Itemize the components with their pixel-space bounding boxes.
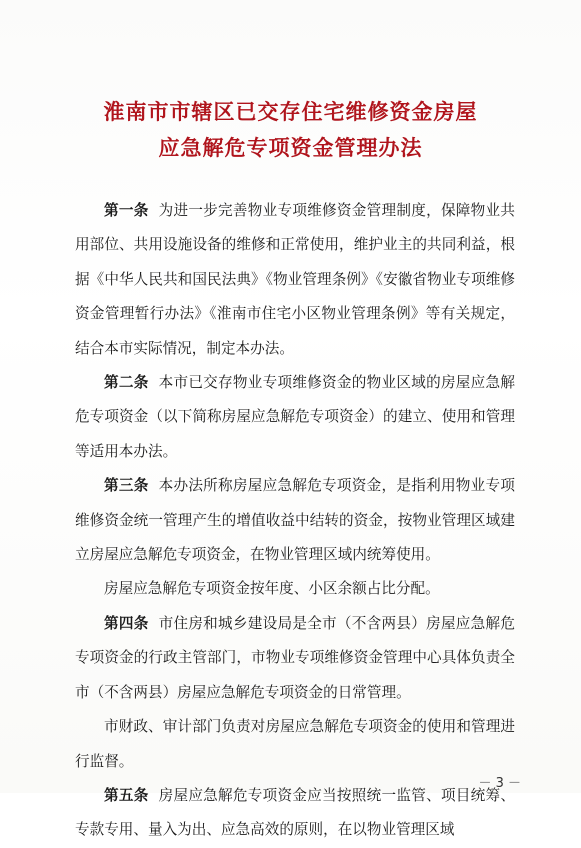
paragraph-text: 为进一步完善物业专项维修资金管理制度，保障物业共用部位、共用设施设备的维修和正常使用，维护业主的共同利益，根据《中华人民共和国民法典》《物业管理条例》《安徽省物业专项维修资金管理暂行办法》《淮南市住宅小区物业管理条例》等有关规定，结合本市实际情况，制定本办法。 bbox=[75, 202, 515, 357]
article-label: 第四条 bbox=[104, 614, 149, 632]
page-number: － 3 － bbox=[478, 776, 521, 791]
paragraph-article-3-cont bbox=[75, 572, 515, 606]
paragraph-article-1 bbox=[75, 194, 515, 366]
article-label: 第三条 bbox=[104, 477, 149, 495]
document-body bbox=[75, 194, 515, 848]
paragraph-text: 房屋应急解危专项资金应当按照统一监管、项目统筹、专款专用、量入为出、应急高效的原则，在以物业管理区域 bbox=[75, 786, 515, 839]
paragraph-text: 市住房和城乡建设局是全市（不含两县）房屋应急解危专项资金的行政主管部门，市物业专项维修资金管理中心具体负责全市（不含两县）房屋应急解危专项资金的日常管理。 bbox=[75, 614, 515, 701]
article-label: 第二条 bbox=[104, 374, 149, 392]
paragraph-article-2 bbox=[75, 366, 515, 469]
paragraph-text: 本办法所称房屋应急解危专项资金，是指利用物业专项维修资金统一管理产生的增值收益中结转的资金，按物业管理区域建立房屋应急解危专项资金，在物业管理区域内统筹使用。 bbox=[75, 477, 515, 564]
paragraph-article-5 bbox=[75, 779, 515, 848]
paragraph-article-3 bbox=[75, 469, 515, 572]
article-label: 第五条 bbox=[104, 786, 149, 804]
paragraph-text: 房屋应急解危专项资金按年度、小区余额占比分配。 bbox=[104, 580, 440, 598]
paragraph-article-4 bbox=[75, 607, 515, 710]
article-label: 第一条 bbox=[104, 202, 149, 219]
paragraph-text: 本市已交存物业专项维修资金的物业区域的房屋应急解危专项资金（以下简称房屋应急解危专项资金）的建立、使用和管理等适用本办法。 bbox=[75, 374, 515, 460]
document-title-line-2: 应急解危专项资金管理办法 bbox=[158, 135, 423, 160]
paragraph-article-4-cont bbox=[75, 710, 515, 779]
paragraph-text: 市财政、审计部门负责对房屋应急解危专项资金的使用和管理进行监督。 bbox=[75, 718, 515, 770]
document-title-line-1: 淮南市市辖区已交存住宅维修资金房屋 bbox=[103, 99, 478, 124]
